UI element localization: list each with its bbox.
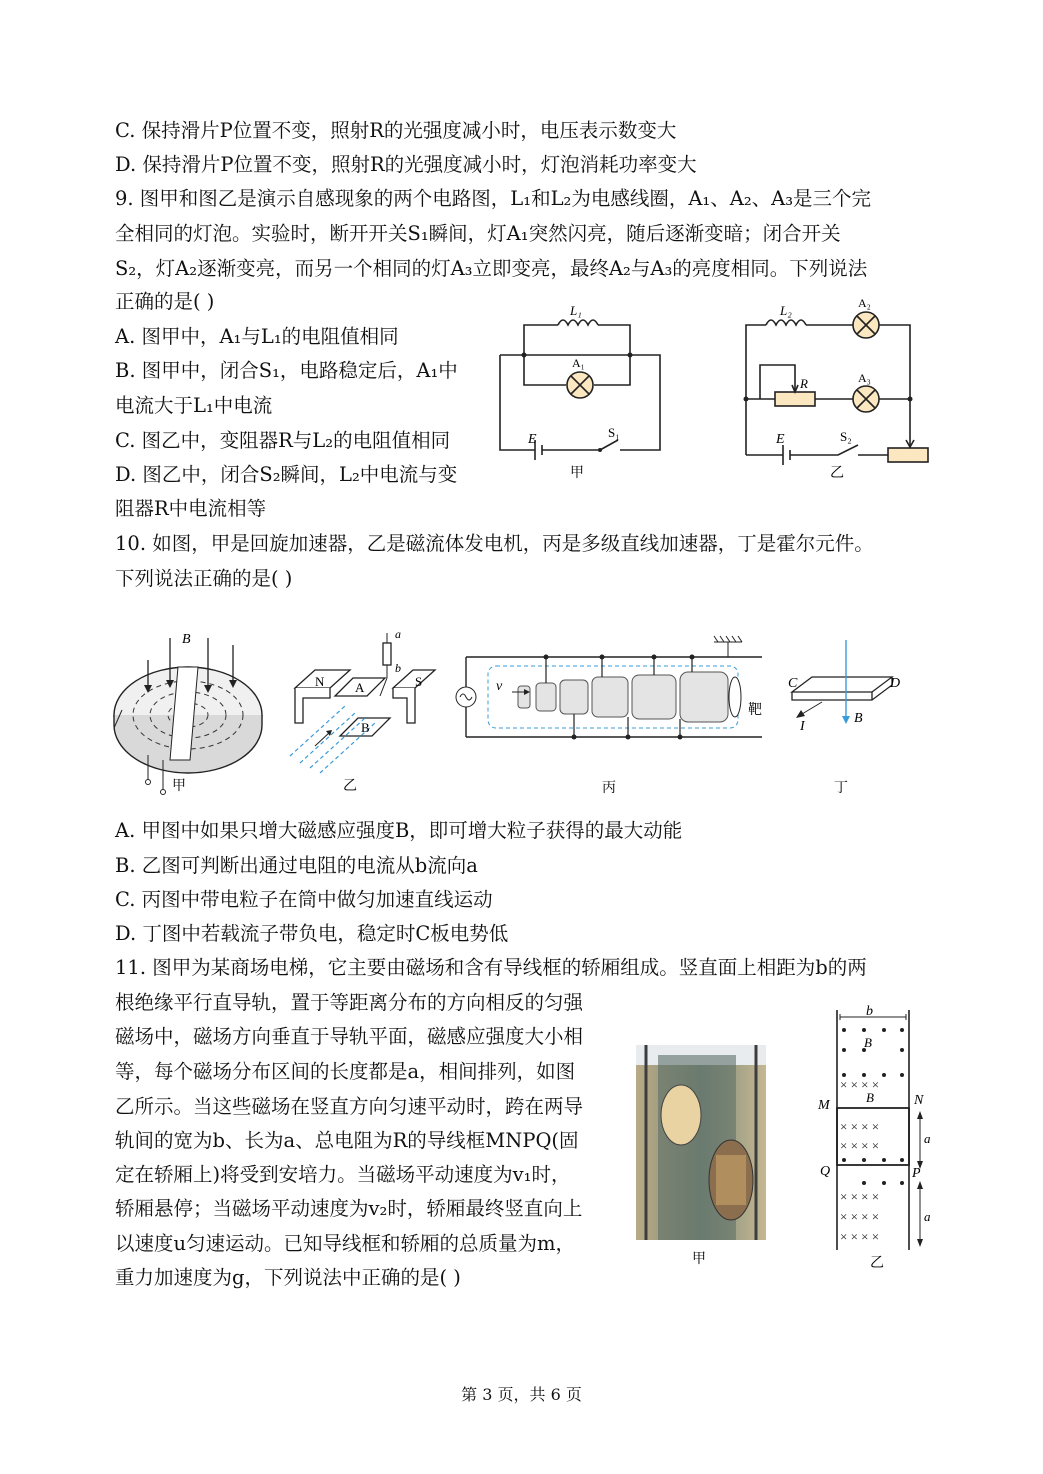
magnetic-field-diagram xyxy=(812,1005,942,1275)
label-E: E xyxy=(528,432,537,447)
question-9-line3: S₂，灯A₂逐渐变亮，而另一个相同的灯A₃立即变亮，最终A₂与A₃的亮度相同。下列说法 xyxy=(115,257,868,280)
question-9-line1: 9. 图甲和图乙是演示自感现象的两个电路图，L₁和L₂为电感线圈，A₁、A₂、A₃是三个完 xyxy=(115,187,872,210)
label-Q: Q xyxy=(820,1164,831,1179)
hall-element-figure xyxy=(782,632,922,800)
label-linac-target: 靶 xyxy=(748,703,762,718)
circuit-diagram-jia xyxy=(490,295,670,485)
svg-text:× × × ×: × × × × xyxy=(840,1229,880,1244)
label-E2: E xyxy=(776,432,785,447)
label-mhd-B: B xyxy=(361,720,370,735)
label-b: b xyxy=(866,1005,873,1019)
label-hall-D: D xyxy=(890,676,901,691)
question-11-line3: 磁场中，磁场方向垂直于导轨平面，磁感应强度大小相 xyxy=(115,1025,584,1048)
label-mhd-a: a xyxy=(395,628,401,641)
label-A2: A₂ xyxy=(858,296,871,310)
label-field-B1: B xyxy=(864,1035,872,1050)
question-11-line10: 重力加速度为g，下列说法中正确的是( ) xyxy=(115,1266,461,1289)
label-L2: L₂ xyxy=(780,303,792,318)
svg-text:× × × ×: × × × × xyxy=(840,1119,880,1134)
page-footer: 第 3 页，共 6 页 xyxy=(461,1385,582,1404)
label-mhd-N: N xyxy=(315,674,325,689)
svg-text:× × × ×: × × × × xyxy=(840,1138,880,1153)
label-S1: S₁ xyxy=(608,425,620,440)
question-11-line6: 轨间的宽为b、长为a、总电阻为R的导线框MNPQ(固 xyxy=(115,1129,579,1152)
question-11-line2: 根绝缘平行直导轨，置于等距离分布的方向相反的匀强 xyxy=(115,991,584,1014)
caption-yi: 乙 xyxy=(830,466,844,481)
linear-accelerator-figure xyxy=(452,632,777,800)
label-a1: a xyxy=(924,1131,931,1146)
label-mhd-b: b xyxy=(395,661,401,675)
svg-text:× × × ×: × × × × xyxy=(840,1209,880,1224)
question-9-line2: 全相同的灯泡。实验时，断开开关S₁瞬间，灯A₁突然闪亮，随后逐渐变暗；闭合开关 xyxy=(115,222,841,245)
option-10c: C. 丙图中带电粒子在筒中做匀加速直线运动 xyxy=(115,888,493,911)
elevator-photo xyxy=(636,1045,766,1275)
label-A1: A₁ xyxy=(572,356,585,370)
caption-elevator-photo: 甲 xyxy=(692,1252,706,1267)
label-mhd-S: S xyxy=(415,674,423,689)
option-8c: C. 保持滑片P位置不变，照射R的光强度减小时，电压表示数变大 xyxy=(115,119,677,142)
label-mhd-A: A xyxy=(355,680,365,695)
label-S2: S₂ xyxy=(840,429,852,444)
mhd-generator-figure xyxy=(285,628,445,798)
question-10-line2: 下列说法正确的是( ) xyxy=(115,567,293,590)
circuit-diagram-yi xyxy=(738,295,938,485)
option-9b-cont: 电流大于L₁中电流 xyxy=(115,394,273,417)
label-A3: A₃ xyxy=(858,371,871,385)
caption-cyclotron: 甲 xyxy=(172,779,186,794)
question-11-line9: 以速度u匀速运动。已知导线框和轿厢的总质量为m， xyxy=(115,1232,576,1255)
option-9c: C. 图乙中，变阻器R与L₂的电阻值相同 xyxy=(115,429,451,452)
label-hall-B: B xyxy=(854,711,863,726)
option-10d: D. 丁图中若载流子带负电，稳定时C板电势低 xyxy=(115,922,509,945)
question-11-line4: 等，每个磁场分布区间的长度都是a，相间排列，如图 xyxy=(115,1060,576,1083)
label-P: P xyxy=(912,1166,921,1181)
svg-text:× × × ×: × × × × xyxy=(840,1189,880,1204)
question-11-line5: 乙所示。当这些磁场在竖直方向匀速平动时，跨在两导 xyxy=(115,1095,584,1118)
label-hall-I: I xyxy=(800,719,805,734)
label-a2: a xyxy=(924,1209,931,1224)
cyclotron-figure xyxy=(108,630,268,800)
option-9a: A. 图甲中，A₁与L₁的电阻值相同 xyxy=(115,325,399,348)
option-10b: B. 乙图可判断出通过电阻的电流从b流向a xyxy=(115,854,478,877)
label-hall-C: C xyxy=(788,676,798,691)
label-L1: L₁ xyxy=(570,303,582,318)
label-N: N xyxy=(914,1093,924,1108)
question-11-line7: 定在轿厢上)将受到安培力。当磁场平动速度为v₁时， xyxy=(115,1163,571,1186)
caption-hall: 丁 xyxy=(834,781,848,796)
label-R: R xyxy=(800,376,808,391)
option-8d: D. 保持滑片P位置不变，照射R的光强度减小时，灯泡消耗功率变大 xyxy=(115,153,697,176)
svg-text:× × × ×: × × × × xyxy=(840,1077,880,1092)
label-field-B2: B xyxy=(866,1090,874,1105)
caption-field-diagram: 乙 xyxy=(870,1256,884,1271)
question-11-line8: 轿厢悬停；当磁场平动速度为v₂时，轿厢最终竖直向上 xyxy=(115,1197,583,1220)
label-cyclotron-B: B xyxy=(182,632,191,647)
option-9d: D. 图乙中，闭合S₂瞬间，L₂中电流与变 xyxy=(115,463,458,486)
caption-mhd: 乙 xyxy=(343,779,357,794)
caption-jia: 甲 xyxy=(570,466,584,481)
caption-linac: 丙 xyxy=(602,781,616,796)
question-11-line1: 11. 图甲为某商场电梯，它主要由磁场和含有导线框的轿厢组成。竖直面上相距为b的两 xyxy=(115,956,867,979)
question-9-line4: 正确的是( ) xyxy=(115,290,215,313)
label-M: M xyxy=(818,1098,830,1113)
question-10-line1: 10. 如图，甲是回旋加速器，乙是磁流体发电机，丙是多级直线加速器，丁是霍尔元件。 xyxy=(115,532,874,555)
option-9b: B. 图甲中，闭合S₁，电路稳定后，A₁中 xyxy=(115,359,458,382)
option-9d-cont: 阻器R中电流相等 xyxy=(115,497,267,520)
option-10a: A. 甲图中如果只增大磁感应强度B，即可增大粒子获得的最大动能 xyxy=(115,819,683,842)
label-linac-v: v xyxy=(496,679,503,694)
